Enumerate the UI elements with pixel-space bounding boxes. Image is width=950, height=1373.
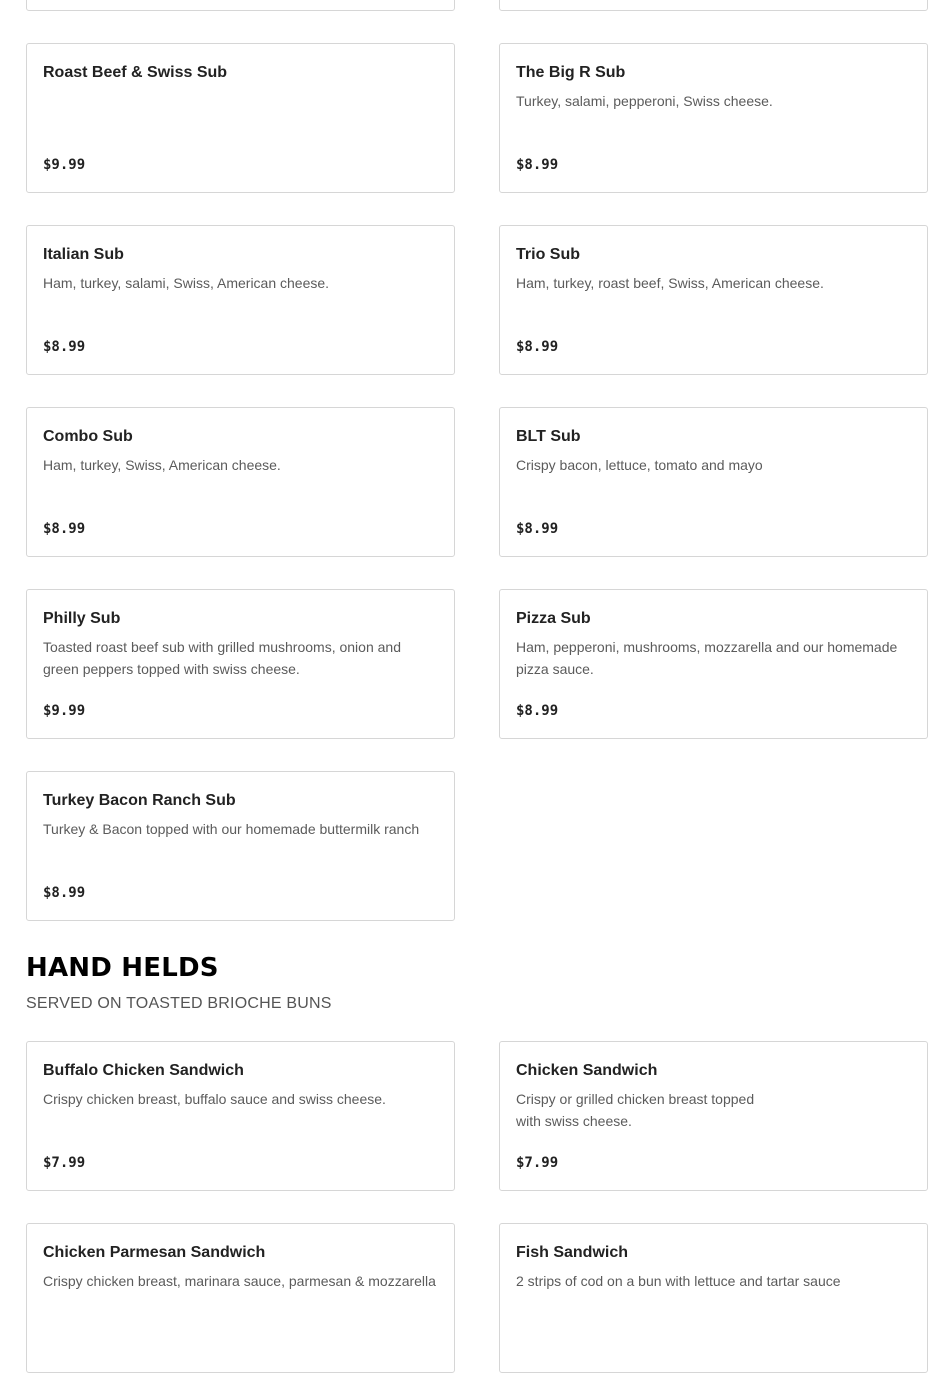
item-price: $8.99 xyxy=(516,157,559,173)
item-description: Crispy or grilled chicken breast topped with swiss cheese. xyxy=(516,1091,755,1129)
menu-item-card[interactable] xyxy=(499,1041,928,1191)
item-name: Trio Sub xyxy=(516,246,580,263)
item-price: $8.99 xyxy=(43,885,86,901)
item-description: Crispy bacon, lettuce, tomato and mayo xyxy=(516,457,763,473)
item-price: $8.99 xyxy=(43,339,86,355)
menu-item-card[interactable] xyxy=(499,1223,928,1373)
item-price: $9.99 xyxy=(43,157,86,173)
item-name: The Big R Sub xyxy=(516,64,626,81)
item-name: Combo Sub xyxy=(43,428,133,445)
menu-item-card[interactable] xyxy=(499,589,928,739)
menu-item-card[interactable] xyxy=(499,225,928,375)
item-description: Ham, turkey, salami, Swiss, American cheese. xyxy=(43,275,330,291)
item-price: $8.99 xyxy=(516,521,559,537)
menu-item-card[interactable] xyxy=(499,407,928,557)
item-description: Crispy chicken breast, buffalo sauce and swiss cheese. xyxy=(43,1091,386,1107)
menu-item-card[interactable] xyxy=(26,225,455,375)
item-name: BLT Sub xyxy=(516,428,581,445)
item-price: $9.99 xyxy=(43,703,86,719)
item-description: Toasted roast beef sub with grilled mushrooms, onion and green peppers topped with swiss cheese. xyxy=(43,639,401,677)
menu-item-card[interactable] xyxy=(26,1041,455,1191)
item-description: Turkey, salami, pepperoni, Swiss cheese. xyxy=(516,93,773,109)
item-name: Turkey Bacon Ranch Sub xyxy=(43,792,236,809)
menu-item-card[interactable] xyxy=(499,0,928,11)
item-description: 2 strips of cod on a bun with lettuce and tartar sauce xyxy=(516,1273,841,1289)
menu-item-card[interactable] xyxy=(26,0,455,11)
item-name: Italian Sub xyxy=(43,246,124,263)
menu-item-card[interactable] xyxy=(26,407,455,557)
menu-item-card[interactable] xyxy=(26,771,455,921)
item-description: Ham, pepperoni, mushrooms, mozzarella and our homemade pizza sauce. xyxy=(516,639,898,677)
item-name: Chicken Sandwich xyxy=(516,1062,658,1079)
item-price: $7.99 xyxy=(516,1155,559,1171)
item-description: Crispy chicken breast, marinara sauce, parmesan & mozzarella xyxy=(43,1273,436,1289)
menu-item-card[interactable] xyxy=(26,1223,455,1373)
item-name: Roast Beef & Swiss Sub xyxy=(43,64,228,81)
item-name: Pizza Sub xyxy=(516,610,591,627)
item-price: $8.99 xyxy=(516,339,559,355)
item-price: $8.99 xyxy=(516,703,559,719)
section-title: HAND HELDS xyxy=(26,953,219,983)
section-subtitle: SERVED ON TOASTED BRIOCHE BUNS xyxy=(26,995,332,1012)
item-name: Chicken Parmesan Sandwich xyxy=(43,1244,266,1261)
item-description: Ham, turkey, roast beef, Swiss, American cheese. xyxy=(516,275,824,291)
item-description: Turkey & Bacon topped with our homemade buttermilk ranch xyxy=(43,821,420,837)
menu-item-card[interactable] xyxy=(499,43,928,193)
menu-item-card[interactable] xyxy=(26,43,455,193)
item-price: $7.99 xyxy=(43,1155,86,1171)
item-name: Fish Sandwich xyxy=(516,1244,629,1261)
item-description: Ham, turkey, Swiss, American cheese. xyxy=(43,457,281,473)
menu-item-card[interactable] xyxy=(26,589,455,739)
item-price: $8.99 xyxy=(43,521,86,537)
item-name: Philly Sub xyxy=(43,610,121,627)
item-name: Buffalo Chicken Sandwich xyxy=(43,1062,244,1079)
